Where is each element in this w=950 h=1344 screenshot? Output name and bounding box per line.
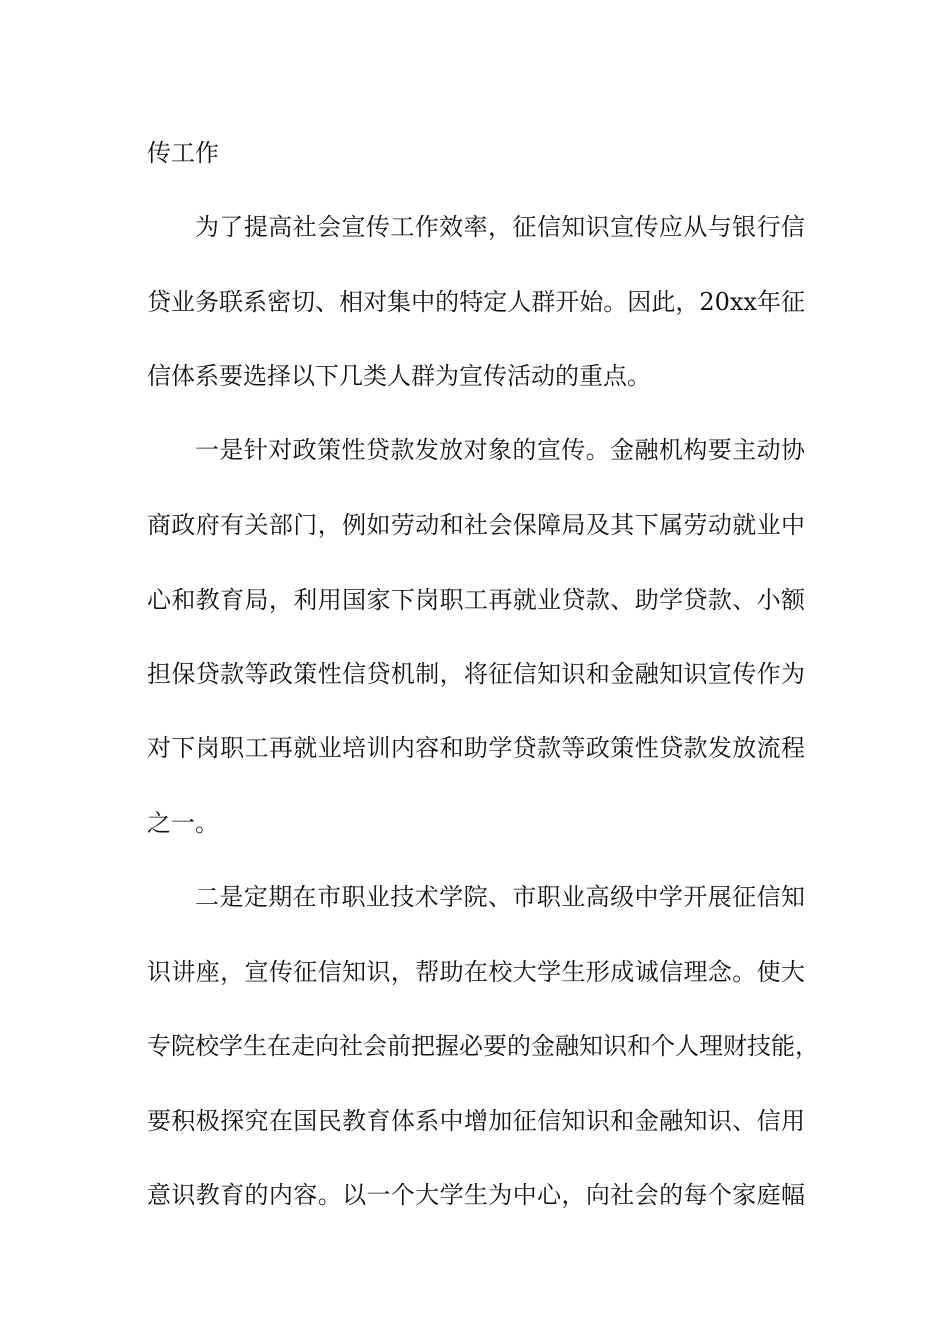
text-line-8: 担保贷款等政策性信贷机制，将征信知识和金融知识宣传作为 [147,660,805,688]
text-line-11: 二是定期在市职业技术学院、市职业高级中学开展征信知 [195,883,805,911]
text-line-14: 要积极探究在国民教育体系中增加征信知识和金融知识、信用 [147,1107,805,1135]
text-line-5: 一是针对政策性贷款发放对象的宣传。金融机构要主动协 [195,436,805,464]
text-line-13: 专院校学生在走向社会前把握必要的金融知识和个人理财技能， [147,1032,819,1060]
text-line-4: 信体系要选择以下几类人群为宣传活动的重点。 [147,362,651,390]
text-line-2: 为了提高社会宣传工作效率，征信知识宣传应从与银行信 [195,213,805,241]
text-line-15: 意识教育的内容。以一个大学生为中心，向社会的每个家庭幅 [147,1181,805,1209]
text-line-3: 贷业务联系密切、相对集中的特定人群开始。因此，20xx年征 [147,288,805,316]
text-line-10: 之一。 [147,809,219,837]
text-line-6: 商政府有关部门，例如劳动和社会保障局及其下属劳动就业中 [147,511,805,539]
text-line-7: 心和教育局，利用国家下岗职工再就业贷款、助学贷款、小额 [147,586,805,614]
text-line-12: 识讲座，宣传征信知识，帮助在校大学生形成诚信理念。使大 [147,958,805,986]
text-line-1: 传工作 [147,139,219,167]
text-line-9: 对下岗职工再就业培训内容和助学贷款等政策性贷款发放流程 [147,734,805,762]
